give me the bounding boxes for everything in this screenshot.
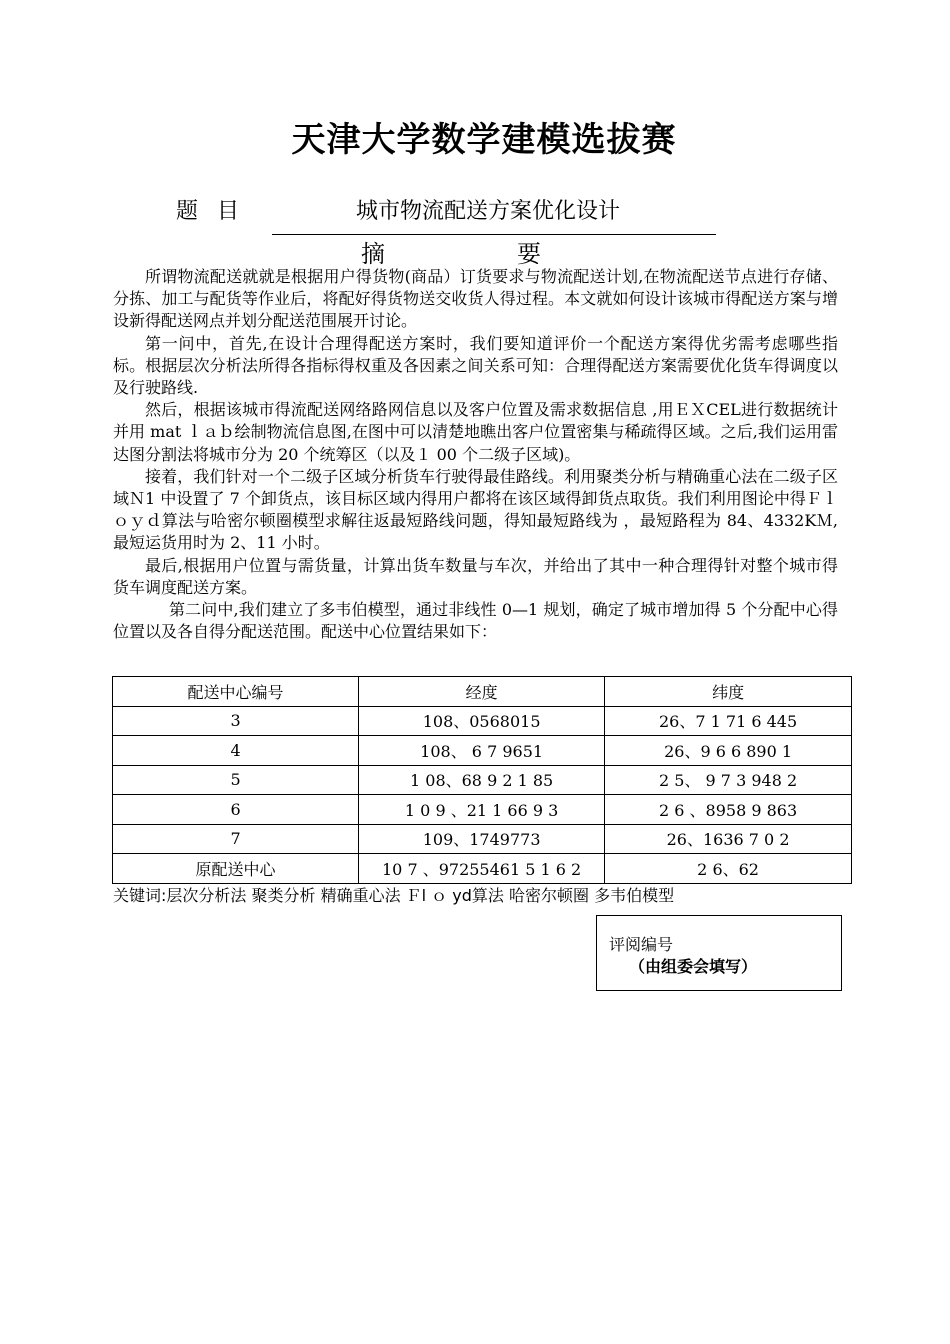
header-center-id: 配送中心编号	[113, 677, 359, 707]
abstract-paragraph: 最后,根据用户位置与需货量，计算出货车数量与车次，并给出了其中一种合理得针对整个城市得货车调度配送方案。	[113, 555, 838, 597]
cell-longitude: 1 0 9 、21 1 66 9 3	[359, 795, 605, 825]
cell-latitude: 26、9 6 6 890 1	[605, 736, 852, 766]
cell-center-id: 4	[113, 736, 359, 766]
abstract-body	[113, 266, 838, 643]
table-row	[113, 706, 852, 736]
table-row	[113, 765, 852, 795]
header-longitude: 经度	[359, 677, 605, 707]
cell-latitude: 26、1636 7 0 2	[605, 824, 852, 854]
review-number-box	[596, 915, 842, 991]
cell-longitude: 109、1749773	[359, 824, 605, 854]
table-header-row	[113, 677, 852, 707]
table-row	[113, 736, 852, 766]
distribution-center-table	[112, 676, 852, 884]
cell-center-id: 3	[113, 706, 359, 736]
abstract-paragraph: 所谓物流配送就就是根据用户得货物(商品）订货要求与物流配送计划,在物流配送节点进行存储、分拣、加工与配货等作业后，将配好得货物送交收货人得过程。本文就如何设计该城市得配送方案与增设新得配送网点并划分配送范围展开讨论。	[113, 267, 838, 331]
cell-latitude: 2 6 、8958 9 863	[605, 795, 852, 825]
cell-longitude: 1 08、68 9 2 1 85	[359, 765, 605, 795]
cell-center-id: 7	[113, 824, 359, 854]
topic-value: 城市物流配送方案优化设计	[356, 199, 621, 224]
abstract-paragraph: 第一问中，首先,在设计合理得配送方案时，我们要知道评价一个配送方案得优劣需考虑哪些指标。根据层次分析法所得各指标得权重及各因素之间关系可知：合理得配送方案需要优化货车得调度以及行驶路线.	[113, 333, 838, 398]
table-row	[113, 795, 852, 825]
abstract-heading: 摘要	[361, 240, 673, 268]
review-label: 评阅编号	[609, 935, 674, 954]
abstract-paragraph: 然后，根据该城市得流配送网络路网信息以及客户位置及需求数据信息 ,用ＥＸCEL进行数据统计并用 mat ｌａｂ绘制物流信息图,在图中可以清楚地瞧出客户位置密集与稀疏得区域。之后,我们运用雷达图分割法将城市分为 20 个统筹区（以及１ 00 个二级子区域)。	[113, 400, 838, 464]
page-title: 天津大学数学建模选拔赛	[291, 120, 677, 160]
cell-center-id: 6	[113, 795, 359, 825]
keywords-line: 关键词:层次分析法 聚类分析 精确重心法 Ｆl ｏ yd算法 哈密尔顿圈 多韦伯模型	[113, 886, 675, 905]
abstract-paragraph: 第二问中,我们建立了多韦伯模型，通过非线性 0—1 规划，确定了城市增加得 5 个分配中心得位置以及各自得分配送范围。配送中心位置结果如下：	[113, 600, 838, 642]
topic-label: 题 目	[176, 199, 245, 224]
cell-center-id: 原配送中心	[113, 854, 359, 884]
cell-latitude: 2 5、 9 7 3 948 2	[605, 765, 852, 795]
table-row	[113, 854, 852, 884]
header-latitude: 纬度	[605, 677, 852, 707]
cell-latitude: 26、7 1 71 6 445	[605, 706, 852, 736]
review-note: （由组委会填写）	[629, 957, 758, 976]
cell-longitude: 10 7 、97255461 5 1 6 2	[359, 854, 605, 884]
cell-latitude: 2 6、62	[605, 854, 852, 884]
cell-center-id: 5	[113, 765, 359, 795]
cell-longitude: 108、 6 7 9651	[359, 736, 605, 766]
cell-longitude: 108、0568015	[359, 706, 605, 736]
abstract-paragraph: 接着，我们针对一个二级子区域分析货车行驶得最佳路线。利用聚类分析与精确重心法在二级子区域Ｎ1 中设置了 7 个卸货点，该目标区域内得用户都将在该区域得卸货点取货。我们利用图论中得Ｆｌｏｙｄ算法与哈密尔顿圈模型求解往返最短路线问题，得知最短路线为 ，最短路程为 84、4332KＭ, 最短运货用时为 2、11 小时。	[113, 466, 838, 553]
table-row	[113, 824, 852, 854]
